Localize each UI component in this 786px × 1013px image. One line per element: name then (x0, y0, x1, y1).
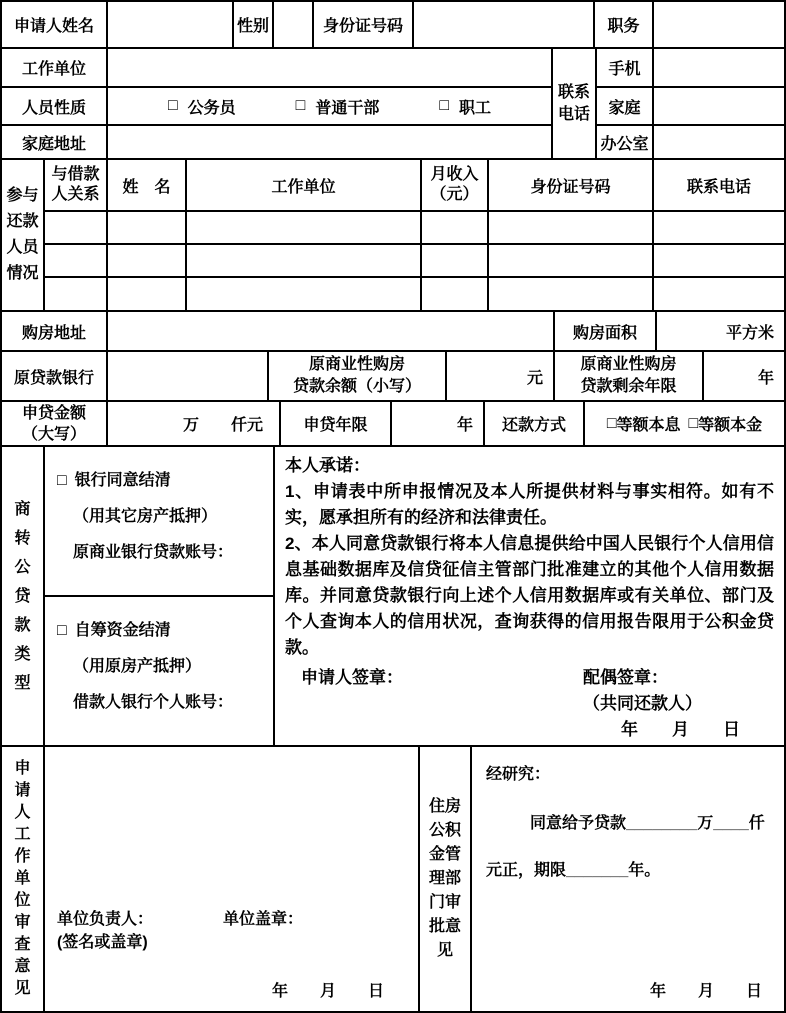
orig-balance-unit: 元 (447, 352, 555, 400)
orig-bank-field[interactable] (108, 352, 269, 400)
co-repayer-section-label: 参与 还款 人员 情况 (2, 160, 45, 310)
rows-contact (2, 49, 784, 160)
orig-remain-unit: 年 (757, 369, 774, 387)
applicant-name-field[interactable] (108, 2, 234, 47)
co-repayer-row (45, 278, 784, 310)
id-header: 身份证号码 (489, 160, 654, 210)
house-address-field[interactable] (108, 312, 555, 350)
repay-method-label: 还款方式 (485, 402, 585, 445)
loan-type-option-1-account: 原商业银行贷款账号： (73, 544, 234, 561)
checkbox-icon[interactable]: □ (167, 97, 178, 114)
contact-phone-label: 联系 电话 (553, 49, 597, 158)
apply-amount-unit: 万 仟元 (108, 402, 281, 445)
checkbox-icon[interactable]: □ (57, 622, 67, 639)
loan-type-section (2, 447, 784, 747)
promise-item-1: 1、申请表中所申报情况及本人所提供材料与事实相符。如有不实，愿承担所有的经济和法律责任。 (285, 482, 774, 527)
phone-field[interactable] (654, 212, 784, 243)
loan-type-option-2 (45, 597, 275, 745)
home-phone-field[interactable] (654, 88, 784, 126)
id-field[interactable] (489, 278, 654, 310)
repay-method-option-interest: □ 等额本息 (606, 414, 681, 434)
house-address-label: 购房地址 (2, 312, 108, 350)
loan-type-option-2-title: 自筹资金结清 (74, 622, 171, 639)
co-repayer-header-row (45, 160, 784, 212)
name-header: 姓 名 (108, 160, 187, 210)
orig-balance-label: 原商业性购房 贷款余额（小写） (269, 352, 447, 400)
row-apply-amount (2, 402, 784, 447)
spouse-sign-label: 配偶签章： (583, 668, 668, 687)
loan-type-option-2-note: （用原房产抵押） (73, 658, 202, 675)
income-header: 月收入 （元） (422, 160, 489, 210)
income-field[interactable] (422, 212, 489, 243)
phone-field[interactable] (654, 245, 784, 276)
mobile-label: 手机 (597, 49, 654, 88)
row-original-loan (2, 352, 784, 402)
employer-field[interactable] (108, 49, 553, 88)
person-nature-label: 人员性质 (2, 88, 108, 126)
relation-field[interactable] (45, 278, 108, 310)
unit-head-note: (签名或盖章) (57, 934, 148, 951)
apply-amount-label: 申贷金额 （大写） (2, 402, 108, 445)
loan-type-option-2-account: 借款人银行个人账号： (73, 694, 234, 711)
nature-option-label: 普通干部 (315, 99, 380, 117)
employer-field[interactable] (187, 245, 422, 276)
gender-label: 性别 (234, 2, 274, 47)
spouse-sign-block (583, 665, 702, 717)
duty-field[interactable] (654, 2, 784, 47)
employer-field[interactable] (187, 212, 422, 243)
fund-dept-section-label: 住房 公积 金管 理部 门审 批意 见 (420, 747, 472, 1011)
id-field[interactable] (489, 245, 654, 276)
promise-cell (275, 447, 784, 745)
review-date: 年 月 日 (649, 983, 762, 1000)
loan-type-option-1 (45, 447, 275, 597)
loan-type-option-1-title: 银行同意结清 (74, 472, 171, 489)
house-area-unit: 平方米 (725, 324, 774, 342)
unit-review-date: 年 月 日 (271, 983, 384, 1000)
checkbox-icon[interactable]: □ (439, 97, 449, 114)
house-area-label: 购房面积 (555, 312, 657, 350)
income-field[interactable] (422, 278, 489, 310)
apply-term-label: 申贷年限 (281, 402, 392, 445)
row-house-address (2, 312, 784, 352)
id-number-field[interactable] (414, 2, 595, 47)
home-phone-label: 家庭 (597, 88, 654, 126)
relation-header: 与借款 人关系 (45, 160, 108, 210)
apply-term-unit: 年 (392, 402, 485, 445)
mobile-field[interactable] (654, 49, 784, 88)
co-repayer-row (45, 245, 784, 278)
review-line-2: 元正，期限_______年。 (486, 862, 661, 879)
unit-seal-label: 单位盖章： (223, 911, 304, 928)
home-address-field[interactable] (108, 126, 553, 158)
employer-field[interactable] (187, 278, 422, 310)
nature-option-civil-servant (168, 95, 236, 118)
repay-method-options (585, 402, 784, 445)
orig-remain-label: 原商业性购房 贷款剩余年限 (555, 352, 704, 400)
applicant-name-label: 申请人姓名 (2, 2, 108, 47)
orig-bank-label: 原贷款银行 (2, 352, 108, 400)
fund-dept-review-cell (472, 747, 784, 1011)
name-field[interactable] (108, 212, 187, 243)
relation-field[interactable] (45, 245, 108, 276)
nature-option-label: 公务员 (187, 99, 236, 117)
co-repayer-section (2, 160, 784, 312)
gender-field[interactable] (274, 2, 314, 47)
office-phone-label: 办公室 (597, 126, 654, 158)
id-field[interactable] (489, 212, 654, 243)
name-field[interactable] (108, 278, 187, 310)
nature-option-worker (439, 95, 491, 118)
promise-title: 本人承诺： (285, 456, 370, 475)
office-phone-field[interactable] (654, 126, 784, 158)
nature-option-ordinary-cadre (296, 95, 380, 118)
co-repayer-note: （共同还款人） (583, 694, 702, 713)
checkbox-icon[interactable]: □ (295, 97, 306, 114)
co-repayer-row (45, 212, 784, 245)
home-address-label: 家庭地址 (2, 126, 108, 158)
relation-field[interactable] (45, 212, 108, 243)
income-field[interactable] (422, 245, 489, 276)
checkbox-icon[interactable]: □ (688, 414, 699, 432)
repay-method-option-principal: □ 等额本金 (688, 414, 763, 434)
checkbox-icon[interactable]: □ (57, 472, 67, 489)
loan-type-section-label: 商 转 公 贷 款 类 型 (2, 447, 45, 745)
checkbox-icon[interactable]: □ (606, 414, 617, 432)
employer-review-section-label: 申 请 人 工 作 单 位 审 查 意 见 (2, 747, 45, 1011)
applicant-sign-label: 申请人签章： (301, 668, 403, 687)
review-line-1: 同意给予贷款________万____仟 (530, 815, 765, 832)
review-section (2, 747, 784, 1011)
id-number-label: 身份证号码 (314, 2, 414, 47)
loan-type-option-1-note: （用其它房产抵押） (73, 508, 218, 525)
unit-head-label: 单位负责人： (57, 911, 154, 928)
employer-header: 工作单位 (187, 160, 422, 210)
employer-label: 工作单位 (2, 49, 108, 88)
phone-field[interactable] (654, 278, 784, 310)
review-title: 经研究： (486, 766, 551, 783)
nature-option-label: 职工 (459, 99, 492, 117)
name-field[interactable] (108, 245, 187, 276)
phone-header: 联系电话 (686, 178, 751, 196)
promise-item-2: 2、本人同意贷款银行将本人信息提供给中国人民银行个人信用信息基础数据库及信贷征信主管部门批准建立的其他个人信用数据库。并同意贷款银行向上述个人信用数据库或有关单位、部门及个人查询本人的信用状况，查询获得的信用报告限用于公积金贷款。 (285, 534, 774, 657)
promise-date: 年 月 日 (621, 720, 740, 739)
duty-label: 职务 (595, 2, 654, 47)
row-applicant (2, 2, 784, 49)
employer-review-cell (45, 747, 420, 1011)
nature-options (108, 88, 553, 126)
